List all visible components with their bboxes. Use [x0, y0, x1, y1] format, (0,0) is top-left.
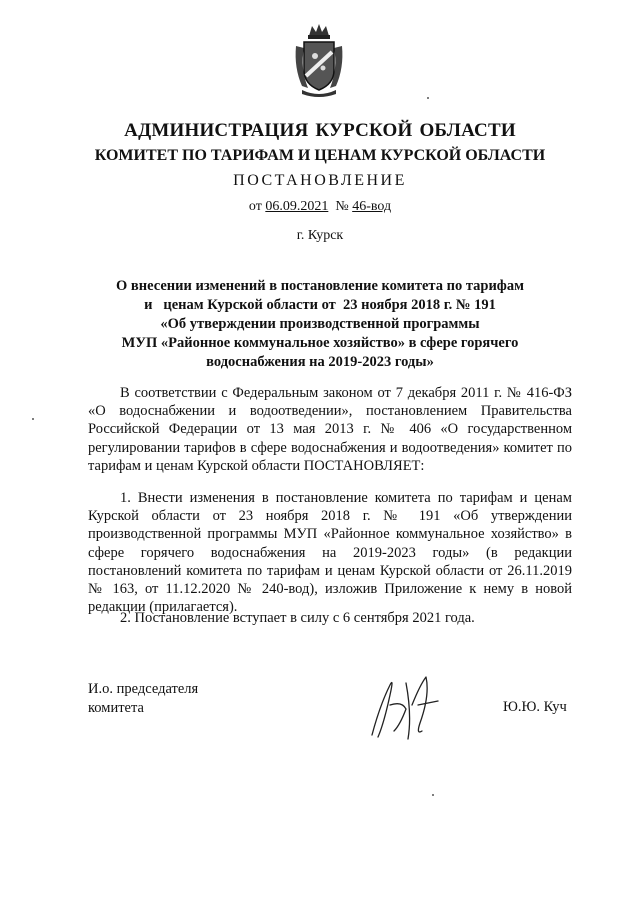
- title-line: водоснабжения на 2019-2023 годы»: [206, 354, 434, 370]
- scan-speck: [32, 418, 34, 420]
- resolution-item-2: 2. Постановление вступает в силу с 6 сентября 2021 года.: [120, 610, 475, 626]
- title-line: и ценам Курской области от 23 ноября 2018 г. № 191: [144, 297, 496, 313]
- document-type: ПОСТАНОВЛЕНИЕ: [233, 172, 407, 189]
- item2-block: [88, 609, 572, 627]
- title-line: МУП «Районное коммунальное хозяйство» в сфере горячего: [121, 335, 519, 351]
- item1-block: [88, 489, 572, 616]
- signatory-position: [88, 680, 198, 718]
- date-number-line: [0, 199, 640, 215]
- city: г. Курск: [296, 228, 344, 243]
- number-prefix: №: [328, 199, 353, 214]
- scan-speck: [432, 794, 434, 796]
- title-line: О внесении изменений в постановление комитета по тарифам: [116, 278, 524, 294]
- document-title: [0, 277, 640, 372]
- signatory-name: Ю.Ю. Куч: [503, 699, 567, 715]
- preamble-paragraph: В соответствии с Федеральным законом от 7 декабря 2011 г. № 416-ФЗ «О водоснабжении и водоотведении», постановлением Правительства Российской Федерации от 13 мая 2013 г. № 406 «О государственном регулировании тарифов в сфере водоснабжения и водоотведения» комитет по тарифам и ценам Курской области ПОСТАНОВЛЯЕТ:: [88, 385, 572, 474]
- scan-speck: [427, 97, 429, 99]
- resolution-item-1: 1. Внести изменения в постановление комитета по тарифам и ценам Курской области от 23 ноября 2018 г. № 191 «Об утверждении производственной программы МУП «Районное коммунальное хозяйство» в сфере горячего водоснабжения на 2019-2023 годы» (в редакции постановлений комитета по тарифам и ценам Курской области от 26.11.2019 № 163, от 11.12.2020 № 240-вод), изложив Приложение к нему в новой редакции (прилагается).: [88, 490, 572, 616]
- title-line: «Об утверждении производственной программы: [160, 316, 480, 332]
- coat-of-arms-icon: [292, 22, 346, 98]
- document-date: 06.09.2021: [265, 199, 329, 214]
- document-number: 46-вод: [352, 199, 392, 214]
- position-line-1: И.о. председателя: [88, 681, 199, 697]
- preamble-block: [88, 384, 572, 475]
- date-prefix: от: [248, 199, 266, 214]
- position-line-2: комитета: [88, 700, 144, 716]
- organization-name: АДМИНИСТРАЦИЯ КУРСКОЙ ОБЛАСТИ: [124, 120, 516, 141]
- handwritten-signature: [360, 665, 460, 745]
- committee-name: КОМИТЕТ ПО ТАРИФАМ И ЦЕНАМ КУРСКОЙ ОБЛАСТИ: [94, 147, 546, 164]
